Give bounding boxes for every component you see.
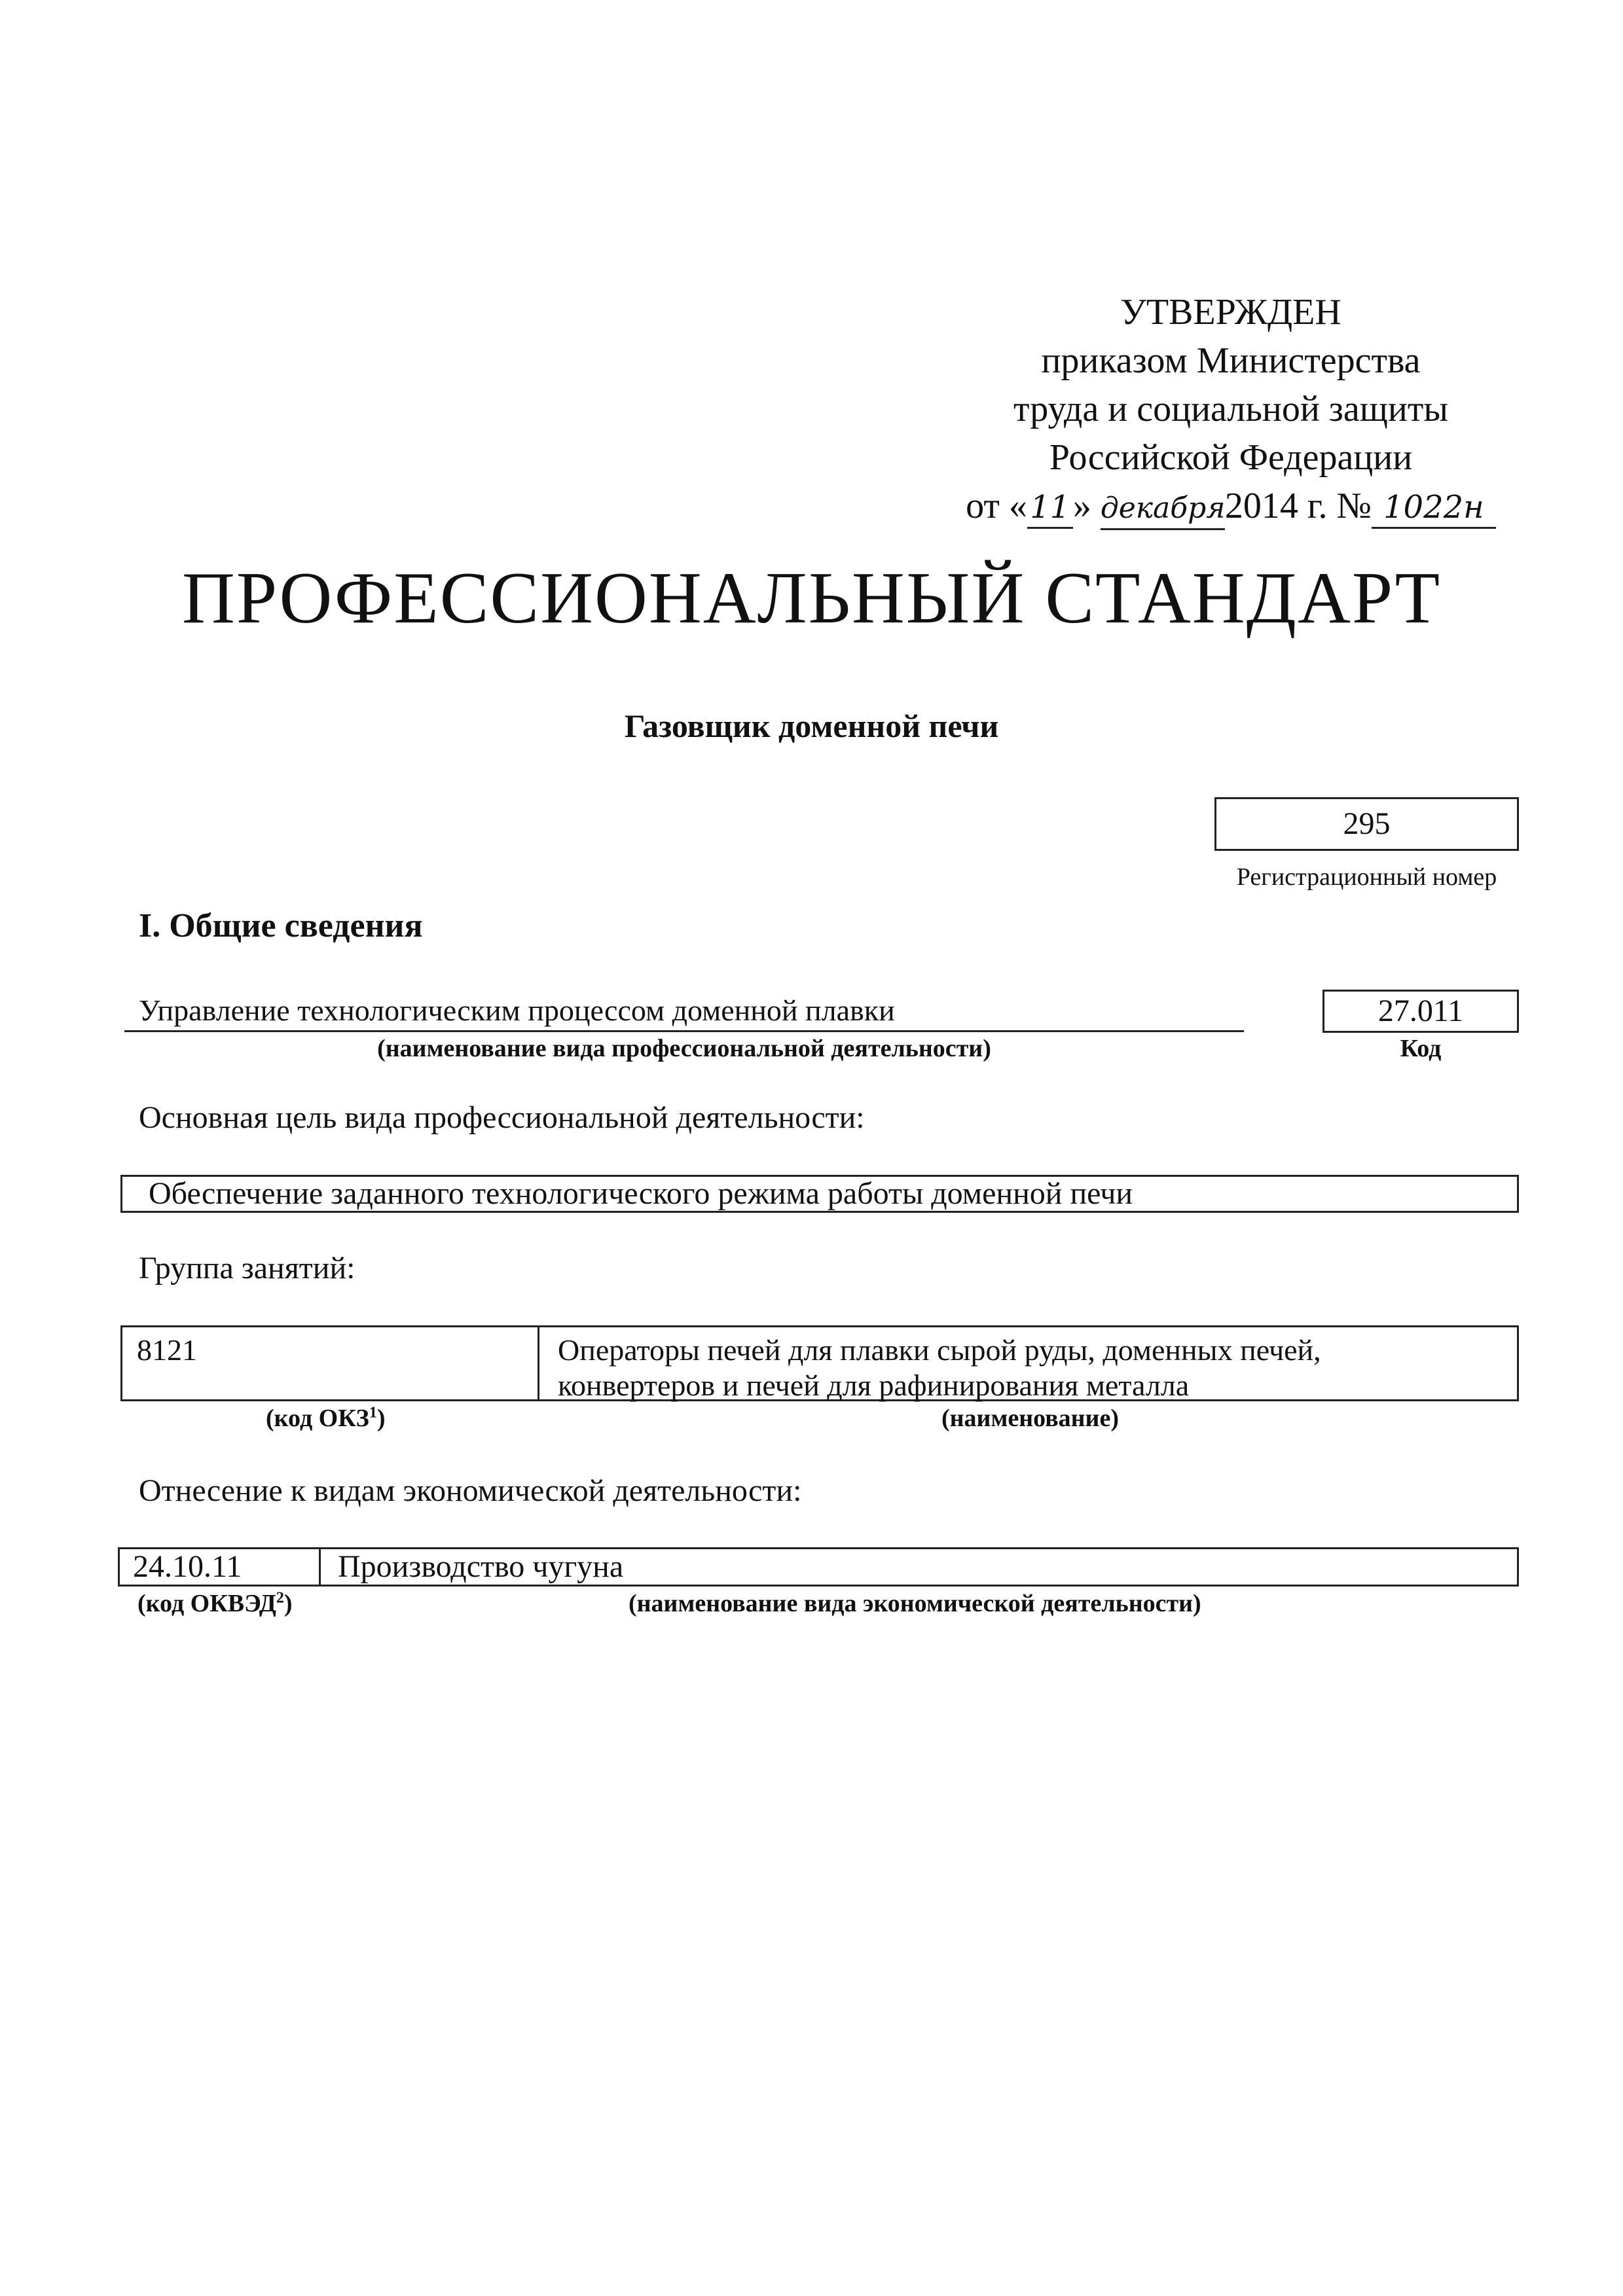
okz-caption-end: ) — [376, 1405, 386, 1432]
date-prefix: от « — [966, 486, 1027, 526]
approval-heading: УТВЕРЖДЕН — [1120, 292, 1341, 332]
activity-name-caption: (наименование вида профессиональной деятельности) — [377, 1035, 991, 1062]
occupation-name-cell — [538, 1325, 1519, 1401]
okved-caption-end: ) — [283, 1590, 293, 1617]
section-title: I. Общие сведения — [139, 907, 423, 944]
occupation-name-caption: (наименование) — [941, 1405, 1119, 1432]
goal-label: Основная цель вида профессиональной деятельности: — [139, 1100, 865, 1135]
occupation-name-line-1: Операторы печей для плавки сырой руды, доменных печей, — [558, 1333, 1321, 1367]
okved-code-cell: 24.10.11 — [118, 1547, 321, 1587]
okz-caption-text: (код ОКЗ — [266, 1405, 369, 1432]
approval-line-2: труда и социальной защиты — [1013, 389, 1448, 429]
registration-number-box: 295 — [1214, 797, 1519, 851]
okved-footnote-ref: 2 — [276, 1589, 284, 1607]
okved-name-cell: Производство чугуна — [319, 1547, 1519, 1587]
occupation-code-caption — [266, 1404, 386, 1433]
handwritten-day: 11 — [1027, 488, 1073, 529]
economic-activity-label: Отнесение к видам экономической деятельности: — [139, 1473, 802, 1508]
goal-value-box: Обеспечение заданного технологического режима работы доменной печи — [120, 1175, 1519, 1213]
year-text: 2014 г. № — [1224, 486, 1372, 526]
okved-code-caption — [137, 1589, 293, 1618]
handwritten-order-number: 1022н — [1372, 488, 1496, 529]
okved-name-caption: (наименование вида экономической деятельности) — [629, 1590, 1201, 1617]
occupation-group-label: Группа занятий: — [139, 1251, 356, 1285]
occupation-code-cell: 8121 — [120, 1325, 539, 1401]
okved-caption-text: (код ОКВЭД — [137, 1590, 276, 1617]
handwritten-month: декабря — [1101, 489, 1225, 530]
document-title: ПРОФЕССИОНАЛЬНЫЙ СТАНДАРТ — [182, 558, 1441, 639]
activity-code-caption: Код — [1400, 1035, 1442, 1062]
document-subtitle: Газовщик доменной печи — [624, 708, 999, 744]
quote-close: » — [1072, 486, 1091, 526]
activity-code-box: 27.011 — [1322, 990, 1519, 1033]
activity-name: Управление технологическим процессом доменной плавки — [139, 994, 895, 1027]
approval-line-1: приказом Министерства — [1041, 340, 1421, 381]
approval-date-line — [903, 482, 1558, 530]
approval-block — [903, 288, 1558, 530]
occupation-name-line-2: конвертеров и печей для рафинирования металла — [558, 1369, 1190, 1402]
okz-footnote-ref: 1 — [369, 1404, 377, 1422]
registration-number-caption: Регистрационный номер — [1236, 863, 1497, 891]
approval-line-3: Российской Федерации — [1049, 437, 1413, 478]
activity-underline — [124, 1030, 1244, 1032]
